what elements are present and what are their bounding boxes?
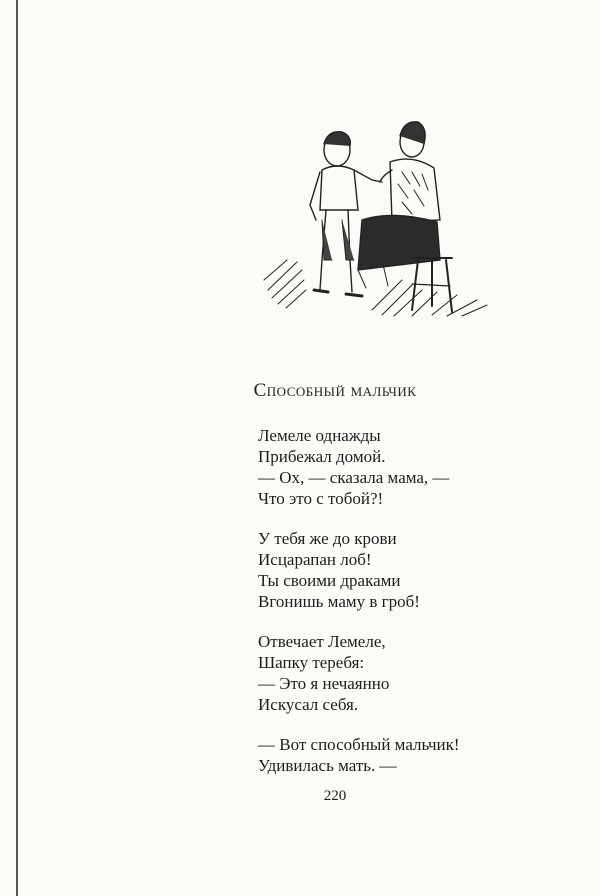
- stanza: [258, 734, 558, 776]
- poem-line: Удивилась мать. —: [258, 756, 397, 775]
- poem-line: — Это я нечаянно: [258, 674, 390, 693]
- stanza: [258, 425, 558, 509]
- poem-line: У тебя же до крови: [258, 529, 397, 548]
- poem-line: Лемеле однажды: [258, 426, 381, 445]
- poem-line: Отвечает Лемеле,: [258, 632, 386, 651]
- stanza: [258, 631, 558, 715]
- poem-line: Исцарапан лоб!: [258, 550, 372, 569]
- poem-line: Прибежал домой.: [258, 447, 386, 466]
- poem-title: Способный мальчик: [253, 380, 417, 401]
- poem-line: — Вот способный мальчик!: [258, 735, 460, 754]
- poem-line: Искусал себя.: [258, 695, 359, 714]
- poem-line: — Ох, — сказала мама, —: [258, 468, 450, 487]
- page-number: 220: [323, 788, 347, 804]
- stanza: [258, 528, 558, 612]
- poem-line: Шапку теребя:: [258, 653, 365, 672]
- poem-line: Вгонишь маму в гроб!: [258, 592, 420, 611]
- poem-body: [258, 425, 558, 795]
- mother-and-son-illustration: [262, 110, 492, 325]
- poem-line: Что это с тобой?!: [258, 489, 384, 508]
- poem-line: Ты своими драками: [258, 571, 401, 590]
- page-binding-edge: [16, 0, 18, 896]
